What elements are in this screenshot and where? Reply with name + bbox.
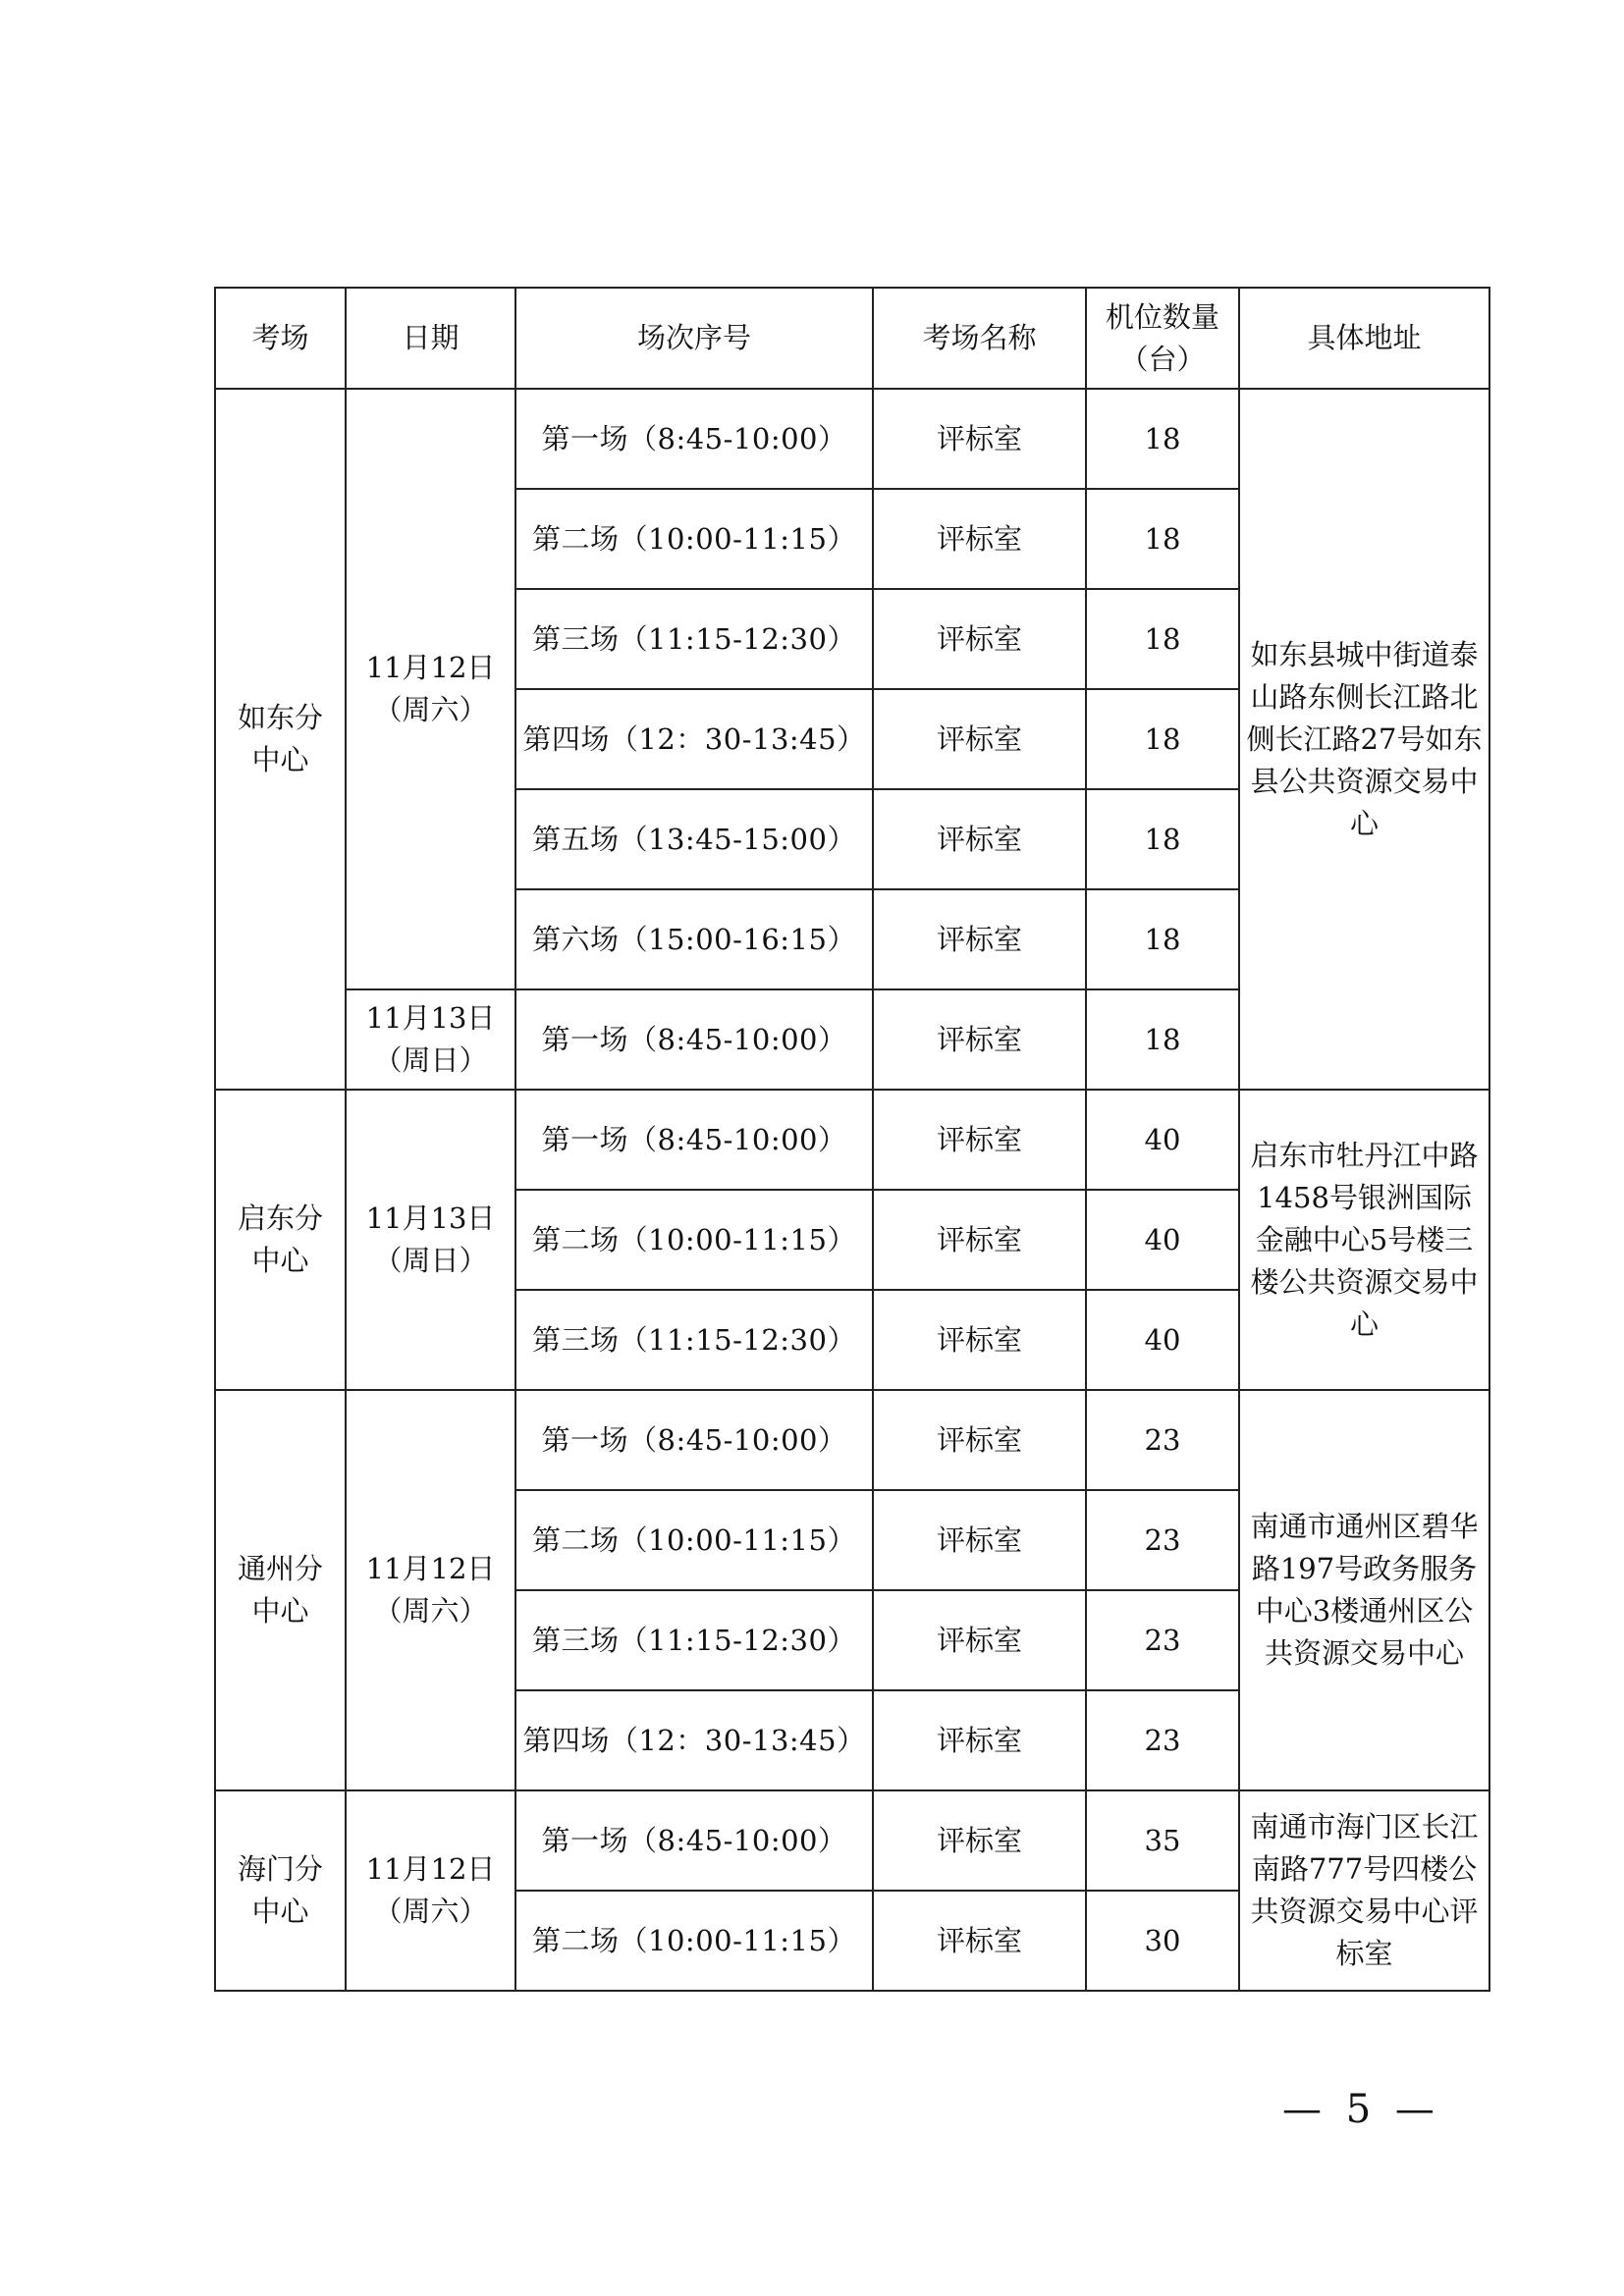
room-cell: 评标室	[873, 1290, 1086, 1390]
session-cell: 第六场（15:00-16:15）	[515, 889, 873, 989]
address-cell-qidong: 启东市牡丹江中路1458号银洲国际金融中心5号楼三楼公共资源交易中心	[1239, 1090, 1489, 1390]
room-cell: 评标室	[873, 1390, 1086, 1490]
room-cell: 评标室	[873, 1090, 1086, 1190]
session-cell: 第五场（13:45-15:00）	[515, 789, 873, 889]
site-label: 通州分中心	[238, 1552, 324, 1628]
date-cell	[346, 1090, 515, 1390]
session-cell: 第二场（10:00-11:15）	[515, 1891, 873, 1991]
address-cell-rudong: 如东县城中街道泰山路东侧长江路北侧长江路27号如东县公共资源交易中心	[1239, 389, 1489, 1090]
site-cell-haimen	[215, 1790, 346, 1991]
session-cell: 第四场（12：30-13:45）	[515, 689, 873, 789]
session-cell: 第三场（11:15-12:30）	[515, 589, 873, 689]
seats-cell: 18	[1086, 889, 1239, 989]
session-cell: 第四场（12：30-13:45）	[515, 1690, 873, 1790]
seats-cell: 23	[1086, 1390, 1239, 1490]
table-header-row	[215, 288, 1489, 389]
room-cell: 评标室	[873, 1690, 1086, 1790]
seats-cell: 23	[1086, 1490, 1239, 1590]
room-cell: 评标室	[873, 989, 1086, 1090]
site-label: 海门分中心	[238, 1852, 324, 1928]
room-cell: 评标室	[873, 1190, 1086, 1290]
header-site: 考场	[215, 288, 346, 389]
header-date: 日期	[346, 288, 515, 389]
room-cell: 评标室	[873, 589, 1086, 689]
site-label: 启东分中心	[238, 1201, 324, 1277]
date-label: 11月12日（周六）	[365, 1852, 496, 1928]
session-cell: 第一场（8:45-10:00）	[515, 989, 873, 1090]
session-cell: 第二场（10:00-11:15）	[515, 489, 873, 589]
address-cell-haimen: 南通市海门区长江南路777号四楼公共资源交易中心评标室	[1239, 1790, 1489, 1991]
room-cell: 评标室	[873, 689, 1086, 789]
seats-cell: 30	[1086, 1891, 1239, 1991]
header-room: 考场名称	[873, 288, 1086, 389]
room-cell: 评标室	[873, 1790, 1086, 1891]
date-cell	[346, 389, 515, 989]
site-cell-qidong	[215, 1090, 346, 1390]
seats-cell: 18	[1086, 489, 1239, 589]
site-cell-rudong	[215, 389, 346, 1090]
seats-cell: 23	[1086, 1690, 1239, 1790]
seats-cell: 40	[1086, 1290, 1239, 1390]
address-cell-tongzhou: 南通市通州区碧华路197号政务服务中心3楼通州区公共资源交易中心	[1239, 1390, 1489, 1790]
page-number: — 5 —	[1282, 2087, 1440, 2132]
room-cell: 评标室	[873, 789, 1086, 889]
table-row	[215, 1090, 1489, 1190]
room-cell: 评标室	[873, 389, 1086, 489]
seats-cell: 18	[1086, 789, 1239, 889]
session-cell: 第一场（8:45-10:00）	[515, 1390, 873, 1490]
header-seats: 机位数量（台）	[1086, 288, 1239, 389]
session-cell: 第一场（8:45-10:00）	[515, 1090, 873, 1190]
table-row	[215, 1390, 1489, 1490]
header-session: 场次序号	[515, 288, 873, 389]
seats-cell: 18	[1086, 689, 1239, 789]
table-row	[215, 1790, 1489, 1891]
seats-cell: 18	[1086, 589, 1239, 689]
seats-cell: 40	[1086, 1190, 1239, 1290]
site-label: 如东分中心	[238, 701, 324, 776]
date-label: 11月12日（周六）	[365, 651, 496, 726]
room-cell: 评标室	[873, 489, 1086, 589]
room-cell: 评标室	[873, 1590, 1086, 1690]
exam-schedule-table	[214, 287, 1490, 1992]
seats-cell: 40	[1086, 1090, 1239, 1190]
session-cell: 第二场（10:00-11:15）	[515, 1190, 873, 1290]
seats-cell: 18	[1086, 389, 1239, 489]
date-cell	[346, 1390, 515, 1790]
table-row	[215, 389, 1489, 489]
seats-cell: 18	[1086, 989, 1239, 1090]
session-cell: 第三场（11:15-12:30）	[515, 1290, 873, 1390]
seats-cell: 23	[1086, 1590, 1239, 1690]
date-label: 11月12日（周六）	[365, 1552, 496, 1628]
seats-cell: 35	[1086, 1790, 1239, 1891]
date-label: 11月13日（周日）	[365, 1201, 496, 1277]
date-cell	[346, 1790, 515, 1991]
session-cell: 第二场（10:00-11:15）	[515, 1490, 873, 1590]
session-cell: 第三场（11:15-12:30）	[515, 1590, 873, 1690]
session-cell: 第一场（8:45-10:00）	[515, 1790, 873, 1891]
room-cell: 评标室	[873, 1891, 1086, 1991]
date-label: 11月13日（周日）	[365, 1001, 496, 1077]
room-cell: 评标室	[873, 1490, 1086, 1590]
date-cell	[346, 989, 515, 1090]
session-cell: 第一场（8:45-10:00）	[515, 389, 873, 489]
site-cell-tongzhou	[215, 1390, 346, 1790]
room-cell: 评标室	[873, 889, 1086, 989]
header-address: 具体地址	[1239, 288, 1489, 389]
